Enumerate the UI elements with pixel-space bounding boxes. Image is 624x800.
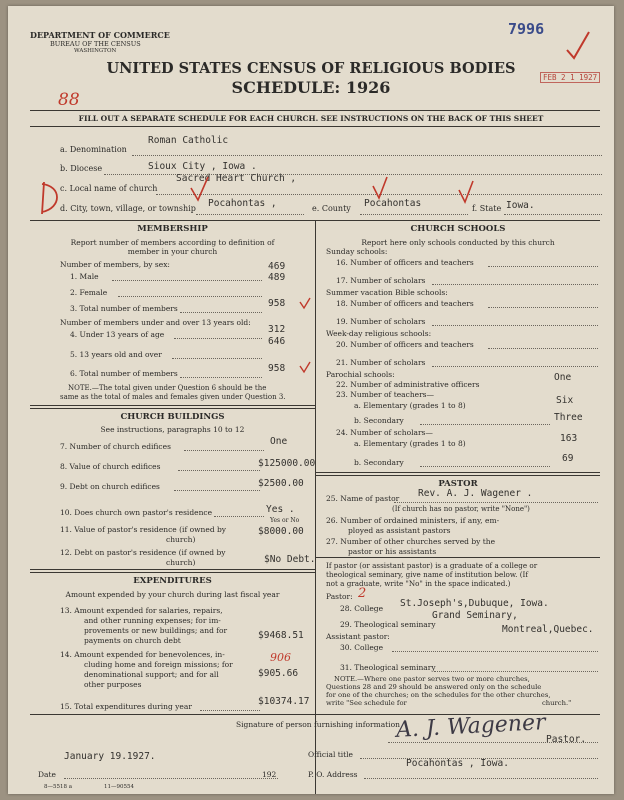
handwritten-number: 88 — [58, 90, 80, 110]
scholars-elem-value: 163 — [560, 433, 578, 444]
pastor-sub-label: Pastor: — [326, 592, 353, 601]
serial-number: 7996 — [508, 20, 545, 38]
benevolences-label-1: 14. Amount expended for benevolences, in- — [60, 650, 225, 659]
address-value: Pocahontas , Iowa. — [406, 758, 509, 769]
grad-note-1: If pastor (or assistant pastor) is a graduate of a college or — [326, 561, 538, 570]
running-expenses-label-2: and other running expenses; for im- — [84, 616, 221, 625]
grad-note-2: theological seminary, give name of institution below. (If — [326, 570, 529, 579]
bureau-city: WASHINGTON — [74, 48, 117, 54]
pastor-name-label: 25. Name of pastor — [326, 494, 400, 503]
pastor-signature: A. J. Wagener — [395, 710, 547, 743]
date-year: 192 — [262, 770, 277, 779]
teachers-sec-label: b. Secondary — [354, 416, 404, 425]
parochial-schools-label: Parochial schools: — [326, 370, 395, 379]
buildings-sub: See instructions, paragraphs 10 to 12 — [100, 425, 245, 434]
admin-officers-value: One — [554, 372, 572, 383]
form-title: UNITED STATES CENSUS OF RELIGIOUS BODIES — [106, 60, 516, 77]
male-label: 1. Male — [70, 272, 99, 281]
dept-name: DEPARTMENT OF COMMERCE — [30, 30, 170, 40]
over-13-value: 646 — [268, 336, 286, 347]
teachers-label: 23. Number of teachers— — [336, 390, 435, 399]
city-value: Pocahontas , — [208, 198, 277, 209]
residence-value-label-1: 11. Value of pastor's residence (if owned by — [60, 525, 227, 534]
under-over-label: Number of members under and over 13 years old: — [60, 318, 251, 327]
pastor-note-3: for one of the churches; on the schedules for the other churches, — [326, 691, 551, 699]
check-mark-icon — [188, 174, 212, 204]
expenditures-sub: Amount expended by your church during last fiscal year — [65, 590, 280, 599]
pastor-name-note: (If church has no pastor, write "None") — [392, 505, 530, 513]
over-13-label: 5. 13 years old and over — [70, 350, 162, 359]
signature-label: Signature of person furnishing information — [236, 720, 400, 729]
form-schedule: SCHEDULE: 1926 — [231, 78, 391, 97]
benevolences-value: $905.66 — [258, 668, 299, 679]
total-members-label: 3. Total number of members — [70, 304, 178, 313]
check-mark-icon — [370, 174, 390, 202]
form-number-2: 11—90554 — [104, 784, 134, 790]
seminary-label: 29. Theological seminary — [340, 620, 436, 629]
form-instruction: FILL OUT A SEPARATE SCHEDULE FOR EACH CHURCH. SEE INSTRUCTIONS ON THE BACK OF THIS SHEET — [78, 114, 544, 123]
residence-value-value: $8000.00 — [258, 526, 304, 537]
check-mark-icon — [298, 360, 312, 374]
weekday-officers-label: 20. Number of officers and teachers — [336, 340, 474, 349]
summer-scholars-label: 19. Number of scholars — [336, 317, 426, 326]
total-members-2-value: 958 — [268, 363, 286, 374]
church-name-label: c. Local name of church — [60, 184, 158, 193]
college-value: St.Joseph's,Dubuque, Iowa. — [400, 598, 549, 609]
edifices-debt-label: 9. Debt on church edifices — [60, 482, 160, 491]
summer-officers-label: 18. Number of officers and teachers — [336, 299, 474, 308]
yes-no-hint: Yes or No — [270, 517, 300, 524]
city-label: d. City, town, village, or township — [60, 204, 196, 213]
sunday-officers-label: 16. Number of officers and teachers — [336, 258, 474, 267]
edifices-value-label: 8. Value of church edifices — [60, 462, 161, 471]
state-value: Iowa. — [506, 200, 535, 211]
benevolences-label-3: denominational support; and for all — [84, 670, 219, 679]
pastor-note-2: Questions 28 and 29 should be answered only on the schedule — [326, 683, 542, 691]
teachers-sec-value: Three — [554, 412, 583, 423]
owns-residence-label: 10. Does church own pastor's residence — [60, 508, 213, 517]
members-by-sex-label: Number of members, by sex: — [60, 260, 170, 269]
running-expenses-value: $9468.51 — [258, 630, 304, 641]
address-label: P. O. Address — [308, 770, 358, 779]
denomination-label: a. Denomination — [60, 145, 127, 154]
membership-heading: MEMBERSHIP — [137, 224, 208, 234]
assistant-college-label: 30. College — [340, 643, 384, 652]
running-expenses-label-1: 13. Amount expended for salaries, repairs, — [60, 606, 223, 615]
running-expenses-label-4: payments on church debt — [84, 636, 181, 645]
scholars-sec-value: 69 — [562, 453, 574, 464]
check-mark-icon — [456, 178, 476, 206]
total-members-2-label: 6. Total number of members — [70, 369, 178, 378]
form-number: 8—5518 a — [44, 784, 73, 790]
admin-officers-label: 22. Number of administrative officers — [336, 380, 480, 389]
weekday-schools-label: Week-day religious schools: — [326, 329, 432, 338]
teachers-elem-label: a. Elementary (grades 1 to 8) — [354, 401, 466, 410]
county-label: e. County — [312, 204, 351, 213]
benevolences-label-4: other purposes — [84, 680, 142, 689]
census-schedule-sheet — [8, 6, 614, 794]
residence-debt-label-2: church) — [166, 558, 196, 567]
official-title-value: Pastor. — [546, 734, 587, 745]
assistant-sub-label: Assistant pastor: — [326, 632, 390, 641]
schools-intro: Report here only schools conducted by this church — [361, 238, 555, 247]
residence-debt-value: $No Debt. — [264, 554, 316, 565]
teachers-elem-value: Six — [556, 395, 574, 406]
benevolences-label-2: cluding home and foreign missions; for — [84, 660, 233, 669]
official-title-label: Official title — [308, 750, 353, 759]
grad-note-3: not a graduate, write "No" in the space indicated.) — [326, 579, 511, 588]
diocese-value: Sioux City , Iowa . — [148, 161, 257, 172]
assistant-seminary-label: 31. Theological seminary — [340, 663, 436, 672]
pastor-note-4: write "See schedule for — [326, 699, 407, 707]
red-d-mark-icon — [34, 178, 64, 220]
summer-schools-label: Summer vacation Bible schools: — [326, 288, 448, 297]
college-label: 28. College — [340, 604, 384, 613]
bureau-name: BUREAU OF THE CENSUS — [50, 40, 141, 48]
assistants-label-1: 26. Number of ordained ministers, if any, em- — [326, 516, 500, 525]
sunday-scholars-label: 17. Number of scholars — [336, 276, 426, 285]
pastor-note-1: NOTE.—Where one pastor serves two or more churches, — [334, 675, 530, 683]
received-date-stamp: FEB 2 1 1927 — [540, 72, 600, 83]
weekday-scholars-label: 21. Number of scholars — [336, 358, 426, 367]
denomination-value: Roman Catholic — [148, 135, 229, 146]
edifices-value-value: $125000.00 — [258, 458, 316, 469]
female-label: 2. Female — [70, 288, 108, 297]
church-name-value: Sacred Heart Church , — [176, 173, 297, 184]
date-label: Date — [38, 770, 56, 779]
scholars-elem-label: a. Elementary (grades 1 to 8) — [354, 439, 466, 448]
total-members-value: 958 — [268, 298, 286, 309]
scholars-label: 24. Number of scholars— — [336, 428, 433, 437]
other-churches-label-1: 27. Number of other churches served by the — [326, 537, 496, 546]
county-value: Pocahontas — [364, 198, 422, 209]
check-mark-icon — [563, 28, 593, 62]
membership-note-1: NOTE.—The total given under Question 6 should be the — [68, 384, 267, 392]
sunday-schools-label: Sunday schools: — [326, 247, 388, 256]
scholars-sec-label: b. Secondary — [354, 458, 404, 467]
female-value: 489 — [268, 272, 286, 283]
male-value: 469 — [268, 261, 286, 272]
buildings-heading: CHURCH BUILDINGS — [120, 412, 225, 422]
edifices-count-label: 7. Number of church edifices — [60, 442, 171, 451]
residence-debt-label-1: 12. Debt on pastor's residence (if owned by — [60, 548, 226, 557]
membership-intro-1: Report number of members according to definition of — [70, 238, 275, 247]
benevolences-hand-correction: 906 — [270, 651, 291, 664]
running-expenses-label-3: provements or new buildings; and for — [84, 626, 228, 635]
seminary-value: Grand Seminary, — [432, 610, 518, 621]
pastor-heading: PASTOR — [438, 479, 478, 489]
edifices-count-value: One — [270, 436, 288, 447]
other-churches-label-2: pastor or his assistants — [348, 547, 437, 556]
assistants-label-2: ployed as assistant pastors — [348, 526, 451, 535]
pastor-assistants-count: 2 — [358, 586, 367, 601]
check-mark-icon — [298, 296, 312, 310]
owns-residence-value: Yes . — [266, 504, 295, 515]
total-expenditures-label: 15. Total expenditures during year — [60, 702, 192, 711]
seminary-value-2: Montreal,Quebec. — [502, 624, 594, 635]
under-13-label: 4. Under 13 years of age — [70, 330, 165, 339]
date-value: January 19.1927. — [64, 751, 156, 762]
membership-intro-2: member in your church — [127, 247, 218, 256]
under-13-value: 312 — [268, 324, 286, 335]
residence-value-label-2: church) — [166, 535, 196, 544]
diocese-label: b. Diocese — [60, 164, 103, 173]
expenditures-heading: EXPENDITURES — [133, 576, 212, 586]
state-label: f. State — [472, 204, 502, 213]
schools-heading: CHURCH SCHOOLS — [410, 224, 506, 234]
total-expenditures-value: $10374.17 — [258, 696, 310, 707]
pastor-note-5: church." — [542, 699, 572, 707]
pastor-name-value: Rev. A. J. Wagener . — [418, 488, 533, 499]
edifices-debt-value: $2500.00 — [258, 478, 304, 489]
membership-note-2: same as the total of males and females given under Question 3. — [60, 393, 286, 401]
